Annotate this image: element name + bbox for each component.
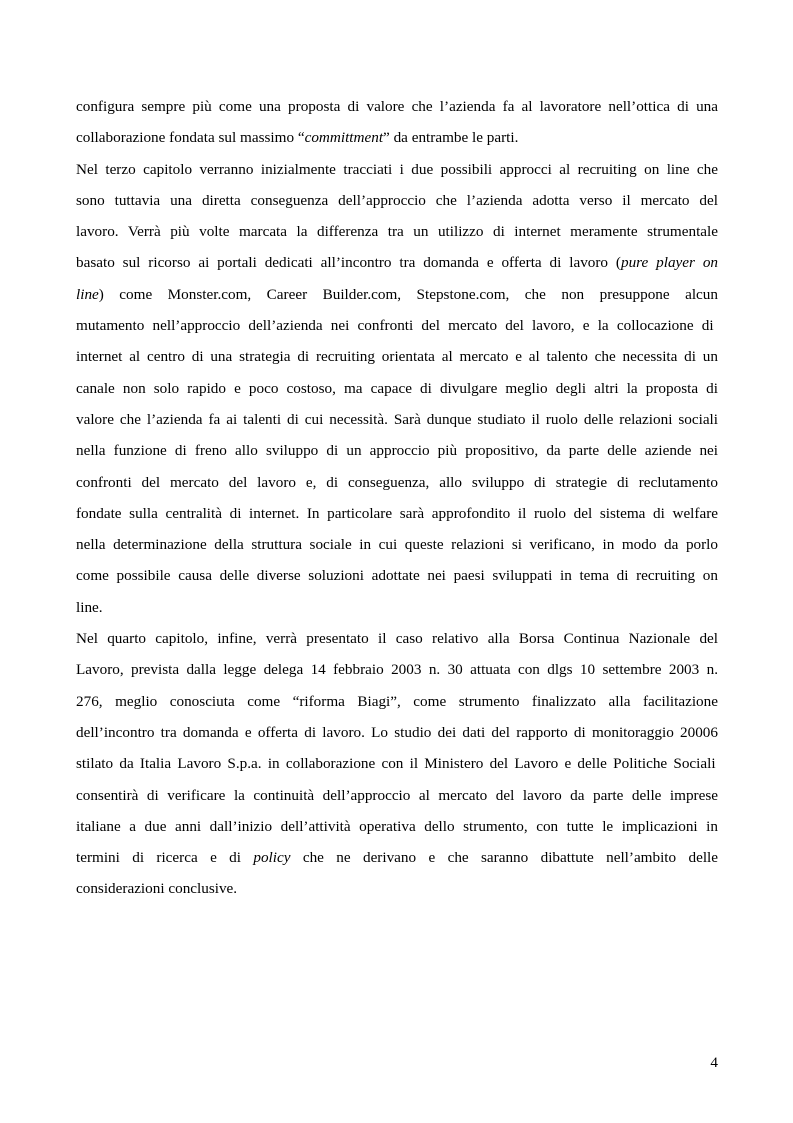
text-run: mutamento nell’approccio dell’azienda nei confronti del mercato del lavoro, e la collocazione di: [76, 317, 714, 335]
text-run: configura sempre più come una proposta di valore che l’azienda fa al lavoratore nell’ottica di una: [76, 98, 718, 115]
text-line: [76, 529, 718, 560]
text-line: [76, 842, 718, 873]
paragraph: [76, 623, 718, 905]
text-line: [76, 780, 718, 811]
text-run: italiane a due anni dall’inizio dell’attività operativa dello strumento, con tutte le implicazioni in: [76, 817, 718, 835]
italic-text: pure player on: [620, 254, 719, 272]
text-run: stilato da Italia Lavoro S.p.a. in collaborazione con il Ministero del Lavoro e delle Politiche Sociali: [76, 755, 716, 773]
paragraph: [76, 154, 718, 623]
page-number: 4: [710, 1054, 718, 1071]
text-line: [76, 560, 718, 591]
text-run: collaborazione fondata sul massimo “: [76, 129, 305, 147]
text-run: come possibile causa delle diverse soluzioni adottate nei paesi sviluppati in tema di recruiting on: [76, 567, 718, 585]
text-line: [76, 154, 718, 185]
text-line: [76, 404, 718, 435]
text-run: line.: [76, 598, 103, 616]
text-run: ” da entrambe le parti.: [383, 129, 519, 147]
text-line: [76, 247, 718, 278]
text-line: [76, 122, 718, 153]
text-line: [76, 91, 718, 122]
text-line: [76, 498, 718, 529]
text-run: internet al centro di una strategia di recruiting orientata al mercato e al talento che necessita di un: [76, 348, 718, 366]
text-run: Nel terzo capitolo verranno inizialmente tracciati i due possibili approcci al recruiting on line che: [76, 160, 718, 178]
text-run: consentirà di verificare la continuità dell’approccio al mercato del lavoro da parte delle imprese: [76, 786, 718, 804]
text-run: sono tuttavia una diretta conseguenza dell’approccio che l’azienda adotta verso il mercato del: [76, 191, 718, 209]
text-line: [76, 592, 718, 623]
text-run: ) come Monster.com, Career Builder.com, Stepstone.com, che non presuppone alcun: [98, 285, 718, 303]
text-run: 276, meglio conosciuta come “riforma Biagi”, come strumento finalizzato alla facilitazione: [76, 692, 718, 710]
text-run: nella determinazione della struttura sociale in cui queste relazioni si verificano, in modo da porlo: [76, 536, 718, 554]
text-line: [76, 623, 718, 654]
text-run: canale non solo rapido e poco costoso, ma capace di divulgare meglio degli altri la proposta di: [76, 379, 718, 397]
text-run: lavoro. Verrà più volte marcata la differenza tra un utilizzo di internet meramente strumentale: [76, 223, 718, 241]
text-run: nella funzione di freno allo sviluppo di un approccio più propositivo, da parte delle aziende nei: [76, 442, 718, 460]
italic-text: committment: [304, 129, 384, 147]
text-run: valore che l’azienda fa ai talenti di cui necessità. Sarà dunque studiato il ruolo delle relazioni sociali: [76, 410, 718, 428]
text-run: che ne derivano e che saranno dibattute nell’ambito delle: [290, 849, 719, 867]
text-line: [76, 373, 718, 404]
text-run: confronti del mercato del lavoro e, di conseguenza, allo sviluppo di strategie di reclutamento: [76, 473, 718, 491]
text-line: [76, 216, 718, 247]
text-line: [76, 185, 718, 216]
text-line: [76, 717, 718, 748]
text-line: [76, 873, 718, 904]
text-line: [76, 686, 718, 717]
text-line: [76, 341, 718, 372]
text-line: [76, 279, 718, 310]
text-line: [76, 467, 718, 498]
italic-text: policy: [253, 849, 291, 867]
text-line: [76, 435, 718, 466]
text-run: Nel quarto capitolo, infine, verrà presentato il caso relativo alla Borsa Continua Nazionale del: [76, 630, 718, 648]
text-run: dell’incontro tra domanda e offerta di lavoro. Lo studio dei dati del rapporto di monitoraggio 20006: [76, 723, 718, 741]
text-line: [76, 748, 718, 779]
text-line: [76, 811, 718, 842]
text-run: basato sul ricorso ai portali dedicati all’incontro tra domanda e offerta di lavoro (: [76, 254, 621, 272]
text-run: Lavoro, prevista dalla legge delega 14 febbraio 2003 n. 30 attuata con dlgs 10 settembre 2003 n.: [76, 661, 718, 679]
paragraph: [76, 91, 718, 154]
text-run: considerazioni conclusive.: [76, 880, 238, 898]
text-run: termini di ricerca e di: [76, 849, 254, 867]
document-body: [76, 91, 718, 905]
text-run: fondate sulla centralità di internet. In particolare sarà approfondito il ruolo del sistema di welfare: [76, 504, 718, 522]
italic-text: line: [76, 285, 99, 303]
text-line: [76, 654, 718, 685]
text-line: [76, 310, 718, 341]
